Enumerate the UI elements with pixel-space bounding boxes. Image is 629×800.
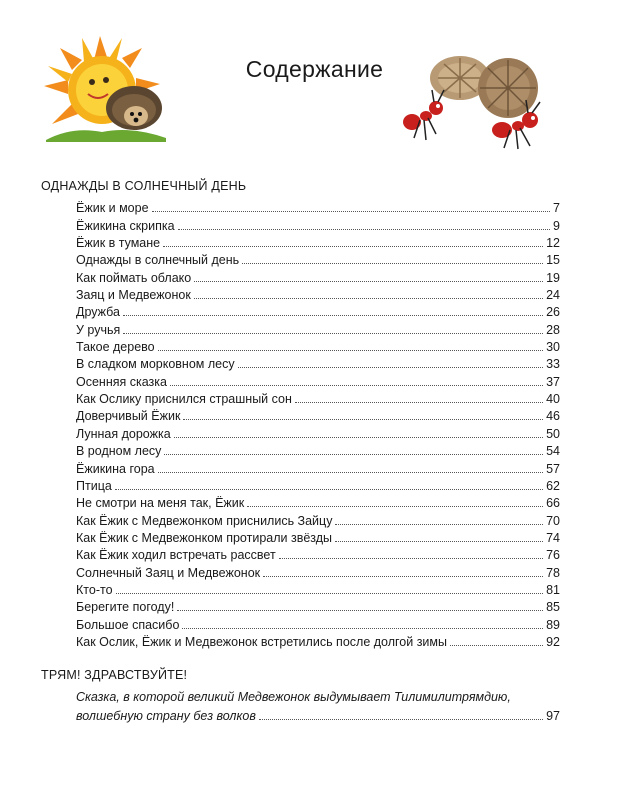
ant-left [403,90,444,140]
toc-entry[interactable] [76,423,560,440]
entry-title: Берегите погоду! [76,600,175,615]
dot-leader [335,541,543,542]
entry-title: Лунная дорожка [76,426,171,441]
toc-entry[interactable] [76,302,560,319]
toc-entry[interactable] [76,614,560,631]
entry-title: Как Ёжик ходил встречать рассвет [76,548,276,563]
table-of-contents [40,178,560,723]
toc-entry[interactable] [76,198,560,215]
entry-page-number: 92 [546,634,560,649]
dot-leader [164,454,543,455]
toc-entry[interactable] [76,250,560,267]
dot-leader [152,211,551,212]
toc-entry[interactable] [76,597,560,614]
toc-entry[interactable] [76,510,560,527]
section-heading: ОДНАЖДЫ В СОЛНЕЧНЫЙ ДЕНЬ [41,179,247,193]
grass [46,130,166,142]
entry-page-number: 70 [546,513,560,528]
dot-leader [123,333,543,334]
entry-page-number: 30 [546,340,560,355]
entry-title: Как Ёжик с Медвежонком протирали звёзды [76,530,333,545]
entry-page-number: 15 [546,253,560,268]
entry-title: Птица [76,478,112,493]
entry-title: Как Ослик, Ёжик и Медвежонок встретились после долгой зимы [76,634,447,649]
entry-page-number: 97 [546,709,560,724]
entry-page-number: 46 [546,409,560,424]
entry-page-number: 62 [546,478,560,493]
toc-entry[interactable] [76,528,560,545]
entry-page-number: 78 [546,565,560,580]
entry-page-number: 33 [546,357,560,372]
dot-leader [182,628,543,629]
entry-title: В родном лесу [76,444,162,459]
toc-entry[interactable] [76,354,560,371]
entry-title: Доверчивый Ёжик [76,409,181,424]
dot-leader [238,367,544,368]
toc-entry[interactable] [76,215,560,232]
dot-leader [163,246,543,247]
section-entries [40,198,560,649]
entry-page-number: 24 [546,288,560,303]
entry-title: Как поймать облако [76,270,192,285]
entry-title: Кто-то [76,582,113,597]
toc-entry[interactable] [76,458,560,475]
section-entries [40,689,560,723]
entry-page-number: 28 [546,322,560,337]
entry-title: Как Ослику приснился страшный сон [76,392,292,407]
entry-title: Осенняя сказка [76,374,167,389]
entry-title: Ёжик и море [76,201,149,216]
entry-page-number: 12 [546,236,560,251]
entry-title-line-2: волшебную страну без волков [76,709,256,724]
toc-entry[interactable] [76,267,560,284]
dot-leader [177,610,543,611]
dot-leader [335,524,543,525]
entry-page-number: 7 [553,201,560,216]
toc-entry[interactable] [76,476,560,493]
sun-hedgehog-illustration [42,34,170,142]
toc-entry[interactable] [76,545,560,562]
toc-entry[interactable] [76,562,560,579]
entry-page-number: 19 [546,270,560,285]
pine-cone-right [478,58,538,118]
dot-leader [115,489,543,490]
toc-entry[interactable] [76,319,560,336]
dot-leader [295,402,543,403]
dot-leader [259,719,543,720]
dot-leader [263,576,543,577]
toc-section-1 [40,178,560,649]
dot-leader [247,506,543,507]
dot-leader [123,315,543,316]
toc-entry[interactable] [76,389,560,406]
entry-title: Однажды в солнечный день [76,253,240,268]
entry-page-number: 37 [546,374,560,389]
entry-page-number: 66 [546,496,560,511]
toc-entry[interactable] [76,406,560,423]
dot-leader [174,437,543,438]
entry-page-number: 74 [546,530,560,545]
entry-title: Как Ёжик с Медвежонком приснились Зайцу [76,513,333,528]
dot-leader [158,472,543,473]
entry-page-number: 57 [546,461,560,476]
dot-leader [242,263,543,264]
entry-page-number: 76 [546,548,560,563]
entry-title: Ёжикина скрипка [76,218,175,233]
section-heading: ТРЯМ! ЗДРАВСТВУЙТЕ! [41,667,188,682]
entry-title: В сладком морковном лесу [76,357,235,372]
dot-leader [194,298,543,299]
entry-title-line-1: Сказка, в которой великий Медвежонок выдумывает Тилимилитрямдию, [76,689,511,704]
toc-entry[interactable] [76,285,560,302]
entry-page-number: 40 [546,392,560,407]
dot-leader [279,558,543,559]
entry-page-number: 81 [546,582,560,597]
entry-title: Дружба [76,305,120,320]
entry-page-number: 89 [546,617,560,632]
dot-leader [178,229,550,230]
entry-title: У ручья [76,322,121,337]
entry-title: Ёжик в тумане [76,236,161,251]
toc-section-2 [40,667,560,723]
hedgehog [106,86,162,130]
entry-page-number: 85 [546,600,560,615]
entry-title: Не смотри на меня так, Ёжик [76,496,245,511]
entry-title: Заяц и Медвежонок [76,288,191,303]
entry-title: Такое дерево [76,340,155,355]
entry-page-number: 26 [546,305,560,320]
toc-entry[interactable] [76,371,560,388]
dot-leader [158,350,543,351]
toc-entry[interactable] [76,493,560,510]
dot-leader [116,593,544,594]
dot-leader [183,419,543,420]
dot-leader [194,281,543,282]
entry-title: Большое спасибо [76,617,180,632]
toc-entry[interactable] [76,233,560,250]
toc-entry[interactable] [76,580,560,597]
toc-entry[interactable] [76,689,560,723]
entry-page-number: 54 [546,444,560,459]
entry-page-number: 50 [546,426,560,441]
entry-title: Ёжикина гора [76,461,155,476]
entry-page-number: 9 [553,218,560,233]
toc-entry[interactable] [76,441,560,458]
toc-entry[interactable] [76,337,560,354]
toc-entry[interactable] [76,632,560,649]
page-title: Содержание [245,56,384,82]
entry-title: Солнечный Заяц и Медвежонок [76,565,261,580]
ants-pinecones-illustration [400,50,560,152]
dot-leader [450,645,543,646]
dot-leader [170,385,543,386]
